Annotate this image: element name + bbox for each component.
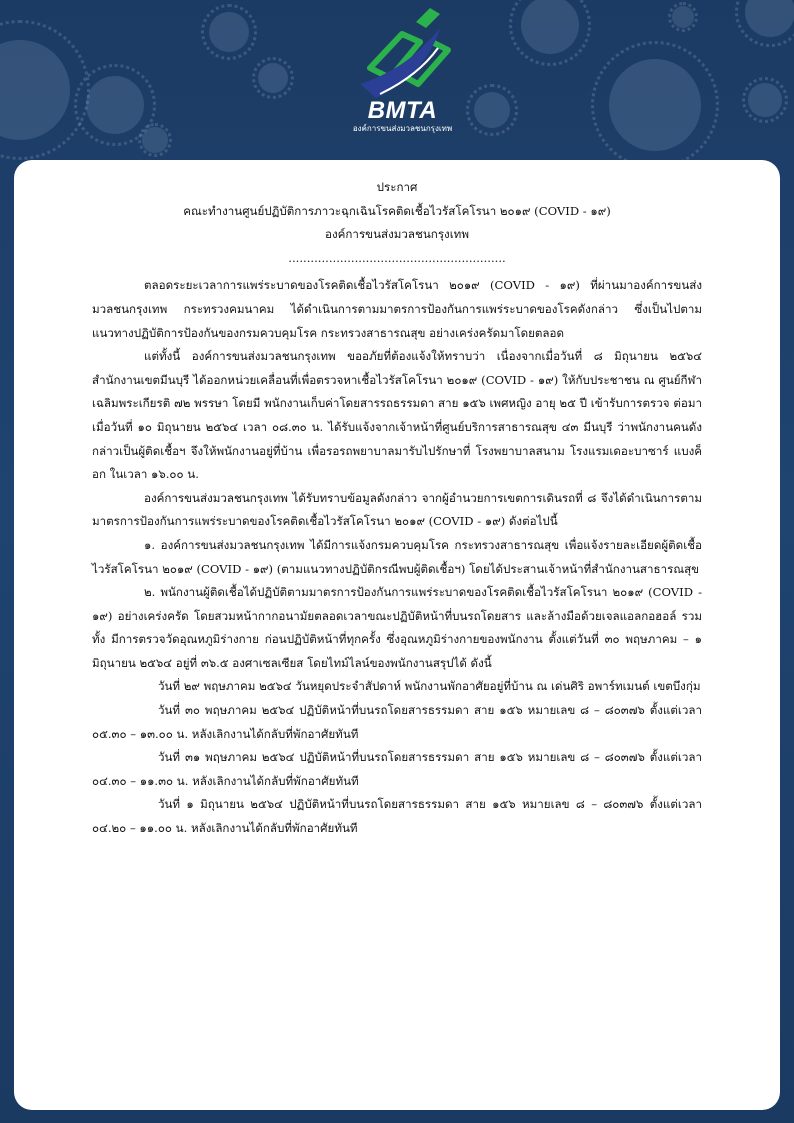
timeline-item: วันที่ ๒๙ พฤษภาคม ๒๕๖๔ วันหยุดประจำสัปดาห์ พนักงานพักอาศัยอยู่ที่บ้าน ณ เด่นศิริ อพาร์ทเมนต์ เขตบึงกุ่ม bbox=[158, 679, 701, 694]
timeline-item: วันที่ ๓๐ พฤษภาคม ๒๕๖๔ ปฏิบัติหน้าที่บนรถโดยสารธรรมดา สาย ๑๕๖ หมายเลข ๘ – ๘๐๓๗๖ ตั้งแต่เวลา ๐๕.๓๐ – ๑๓.๐๐ น. หลังเลิกงานได้กลับที่พักอาศัยทันที bbox=[92, 703, 702, 741]
document-issuer: คณะทำงานศูนย์ปฏิบัติการภาวะฉุกเฉินโรคติดเชื้อไวรัสโคโรนา ๒๐๑๙ (COVID - ๑๙) bbox=[183, 203, 611, 218]
virus-decoration-icon bbox=[670, 4, 696, 30]
timeline-item: วันที่ ๑ มิถุนายน ๒๕๖๔ ปฏิบัติหน้าที่บนรถโดยสารธรรมดา สาย ๑๕๖ หมายเลข ๘ – ๘๐๓๗๖ ตั้งแต่เวลา ๐๔.๒๐ – ๑๑.๐๐ น. หลังเลิกงานได้กลับที่พักอาศัยทันที bbox=[92, 797, 702, 836]
timeline-item: วันที่ ๓๑ พฤษภาคม ๒๕๖๔ ปฏิบัติหน้าที่บนรถโดยสารธรรมดา สาย ๑๕๖ หมายเลข ๘ – ๘๐๓๗๖ ตั้งแต่เวลา ๐๔.๓๐ – ๑๑.๓๐ น. หลังเลิกงานได้กลับที่พักอาศัยทันที bbox=[92, 750, 702, 788]
logo-text bbox=[345, 98, 460, 134]
virus-decoration-icon bbox=[255, 60, 291, 96]
virus-decoration-icon bbox=[0, 30, 80, 150]
virus-decoration-icon bbox=[140, 125, 170, 155]
virus-decoration-icon bbox=[600, 50, 710, 160]
document-title: ประกาศ bbox=[376, 180, 418, 194]
paragraph: องค์การขนส่งมวลชนกรุงเทพ ได้รับทราบข้อมูลดังกล่าว จากผู้อำนวยการเขตการเดินรถที่ ๘ จึงได้ดำเนินการตามมาตรการป้องกันการแพร่ระบาดของโรคติดเชื้อไวรัสโคโรนา ๒๐๑๙ (COVID - ๑๙) ดังต่อไปนี้ bbox=[92, 490, 702, 529]
announcement-document bbox=[92, 176, 702, 841]
virus-decoration-icon bbox=[80, 70, 150, 140]
logo-brand: BMTA bbox=[367, 97, 438, 124]
document-organization: องค์การขนส่งมวลชนกรุงเทพ bbox=[325, 227, 469, 242]
paragraph: ๒. พนักงานผู้ติดเชื้อได้ปฏิบัติตามมาตรการป้องกันการแพร่ระบาดของโรคติดเชื้อไวรัสโคโรนา ๒๐๑๙ (COVID - ๑๙) อย่างเคร่งครัด โดยสวมหน้ากากอนามัยตลอดเวลาขณะปฏิบัติหน้าที่บนรถโดยสาร และล้างมือด้วยเจลแอลกอฮอล์ รวมทั้ง มีการตรวจวัดอุณหภูมิร่างกาย ก่อนปฏิบัติหน้าที่ทุกครั้ง ซึ่งอุณหภูมิร่างกายของพนักงาน ตั้งแต่วันที่ ๓๐ พฤษภาคม – ๑ มิถุนายน ๒๕๖๔ อยู่ที่ ๓๖.๕ องศาเซลเซียส โดยไทม์ไลน์ของพนักงานสรุปได้ ดังนี้ bbox=[92, 585, 702, 670]
virus-decoration-icon bbox=[205, 8, 253, 56]
virus-decoration-icon bbox=[515, 0, 585, 60]
paragraph: แต่ทั้งนี้ องค์การขนส่งมวลชนกรุงเทพ ขออภัยที่ต้องแจ้งให้ทราบว่า เนื่องจากเมื่อวันที่ ๘ มิถุนายน ๒๕๖๔ สำนักงานเขตมีนบุรี ได้ออกหน่วยเคลื่อนที่เพื่อตรวจหาเชื้อไวรัสโคโรนา ๒๐๑๙ (COVID - ๑๙) ให้กับประชาชน ณ ศูนย์กีฬาเฉลิมพระเกียรติ ๗๒ พรรษา โดยมี พนักงานเก็บค่าโดยสารรถธรรมดา สาย ๑๕๖ เพศหญิง อายุ ๒๕ ปี เข้ารับการตรวจ ต่อมาเมื่อวันที่ ๑๐ มิถุนายน ๒๕๖๔ เวลา ๐๘.๓๐ น. ได้รับแจ้งจากเจ้าหน้าที่ศูนย์บริการสาธารณสุข ๔๓ มีนบุรี ว่าพนักงานคนดังกล่าวเป็นผู้ติดเชื้อฯ จึงให้พนักงานอยู่ที่บ้าน เพื่อรอรถพยาบาลมารับไปรักษาที่ โรงพยาบาลสนาม โรงแรมเดอะบาซาร์ แบงค็อก ในเวลา ๑๖.๐๐ น. bbox=[92, 349, 702, 482]
virus-decoration-icon bbox=[740, 0, 794, 42]
paragraph: ตลอดระยะเวลาการแพร่ระบาดของโรคติดเชื้อไวรัสโคโรนา ๒๐๑๙ (COVID - ๑๙) ที่ผ่านมาองค์การขนส่งมวลชนกรุงเทพ กระทรวงคมนาคม ได้ดำเนินการตามมาตรการป้องกันการแพร่ระบาดของโรคดังกล่าว ซึ่งเป็นไปตามแนวทางปฏิบัติการป้องกันของกรมควบคุมโรค กระทรวงสาธารณสุข อย่างเคร่งครัดมาโดยตลอด bbox=[92, 278, 702, 340]
separator: ........................................................... bbox=[288, 250, 506, 265]
virus-decoration-icon bbox=[745, 80, 785, 120]
virus-decoration-icon bbox=[470, 88, 514, 132]
paragraph: ๑. องค์การขนส่งมวลชนกรุงเทพ ได้มีการแจ้งกรมควบคุมโรค กระทรวงสาธารณสุข เพื่อแจ้งรายละเอียดผู้ติดเชื้อไวรัสโคโรนา ๒๐๑๙ (COVID - ๑๙) (ตามแนวทางปฏิบัติกรณีพบผู้ติดเชื้อฯ) โดยได้ประสานเจ้าหน้าที่สำนักงานสาธารณสุข bbox=[92, 537, 702, 576]
logo-subtext: องค์การขนส่งมวลชนกรุงเทพ bbox=[352, 124, 453, 133]
